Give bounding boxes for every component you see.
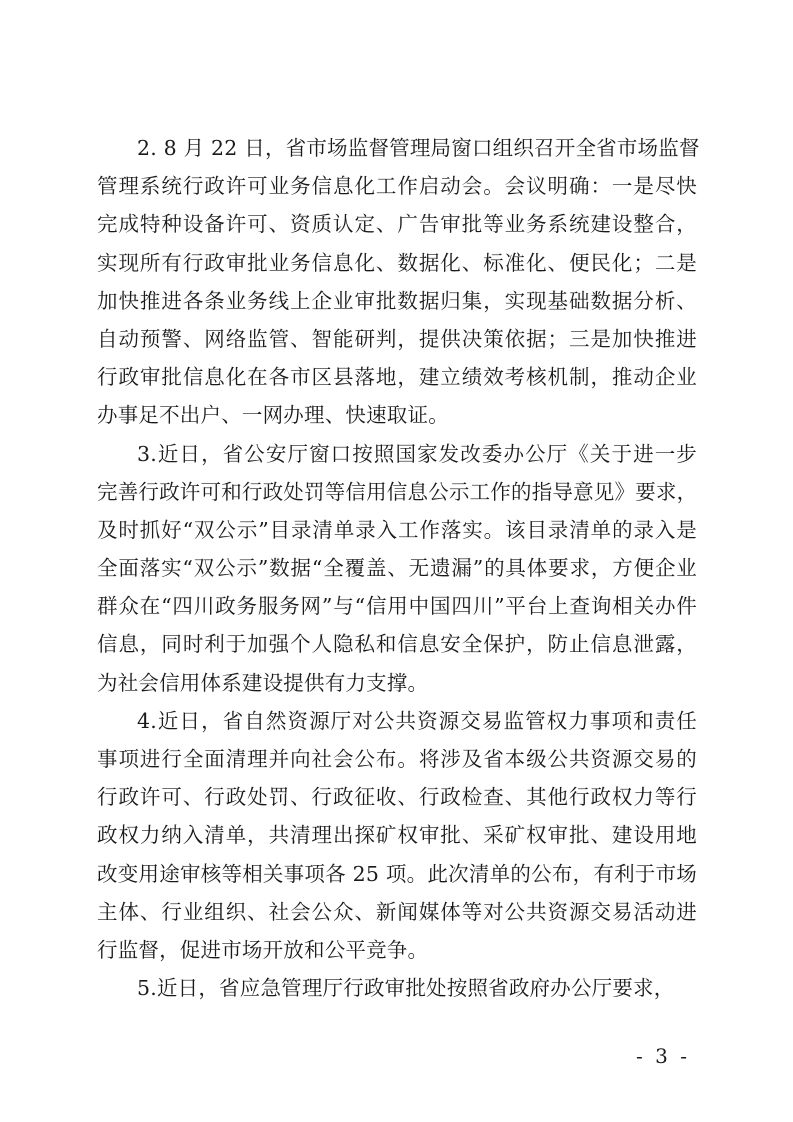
paragraph-line: 2. 8 月 22 日，省市场监督管理局窗口组织召开全省市场监督 [137, 136, 700, 160]
paragraph-line: 为社会信用体系建设提供有力支撑。 [97, 670, 429, 695]
paragraph-item-3 [97, 435, 697, 702]
paragraph-line: 自动预警、网络监管、智能研判，提供决策依据；三是加快推进 [97, 326, 697, 351]
document-body [97, 129, 700, 1007]
paragraph-line: 5.近日，省应急管理厅行政审批处按照省政府办公厅要求， [137, 976, 675, 1001]
paragraph-item-2 [97, 129, 700, 435]
paragraph-line: 主体、行业组织、社会公众、新闻媒体等对公共资源交易活动进 [97, 899, 697, 924]
paragraph-item-5 [97, 969, 697, 1007]
paragraph-line: 行政许可、行政处罚、行政征收、行政检查、其他行政权力等行 [97, 785, 697, 810]
paragraph-item-4 [97, 702, 697, 969]
paragraph-line: 行监督，促进市场开放和公平竞争。 [97, 937, 429, 962]
paragraph-line: 信息，同时利于加强个人隐私和信息安全保护，防止信息泄露， [97, 632, 697, 657]
paragraph-line: 管理系统行政许可业务信息化工作启动会。会议明确：一是尽快 [97, 174, 697, 199]
paragraph-line: 改变用途审核等相关事项各 25 项。此次清单的公布，有利于市场 [97, 861, 697, 886]
paragraph-line: 加快推进各条业务线上企业审批数据归集，实现基础数据分析、 [97, 288, 697, 313]
paragraph-line: 及时抓好“双公示”目录清单录入工作落实。该目录清单的录入是 [97, 517, 697, 542]
paragraph-line: 事项进行全面清理并向社会公布。将涉及省本级公共资源交易的 [97, 747, 697, 771]
paragraph-line: 全面落实“双公示”数据“全覆盖、无遗漏”的具体要求，方便企业 [97, 556, 697, 581]
paragraph-line: 实现所有行政审批业务信息化、数据化、标准化、便民化；二是 [97, 250, 697, 275]
paragraph-line: 完成特种设备许可、资质认定、广告审批等业务系统建设整合， [97, 212, 697, 237]
paragraph-line: 3.近日，省公安厅窗口按照国家发改委办公厅《关于进一步 [137, 441, 697, 466]
paragraph-line: 完善行政许可和行政处罚等信用信息公示工作的指导意见》要求， [97, 479, 698, 504]
paragraph-line: 4.近日，省自然资源厅对公共资源交易监管权力事项和责任 [137, 708, 697, 733]
paragraph-line: 群众在“四川政务服务网”与“信用中国四川”平台上查询相关办件 [97, 594, 697, 619]
paragraph-line: 办事足不出户、一网办理、快速取证。 [97, 403, 449, 428]
page-number: - 3 - [636, 1044, 690, 1068]
paragraph-line: 政权力纳入清单，共清理出探矿权审批、采矿权审批、建设用地 [97, 823, 697, 848]
paragraph-line: 行政审批信息化在各市区县落地，建立绩效考核机制，推动企业 [97, 365, 697, 390]
